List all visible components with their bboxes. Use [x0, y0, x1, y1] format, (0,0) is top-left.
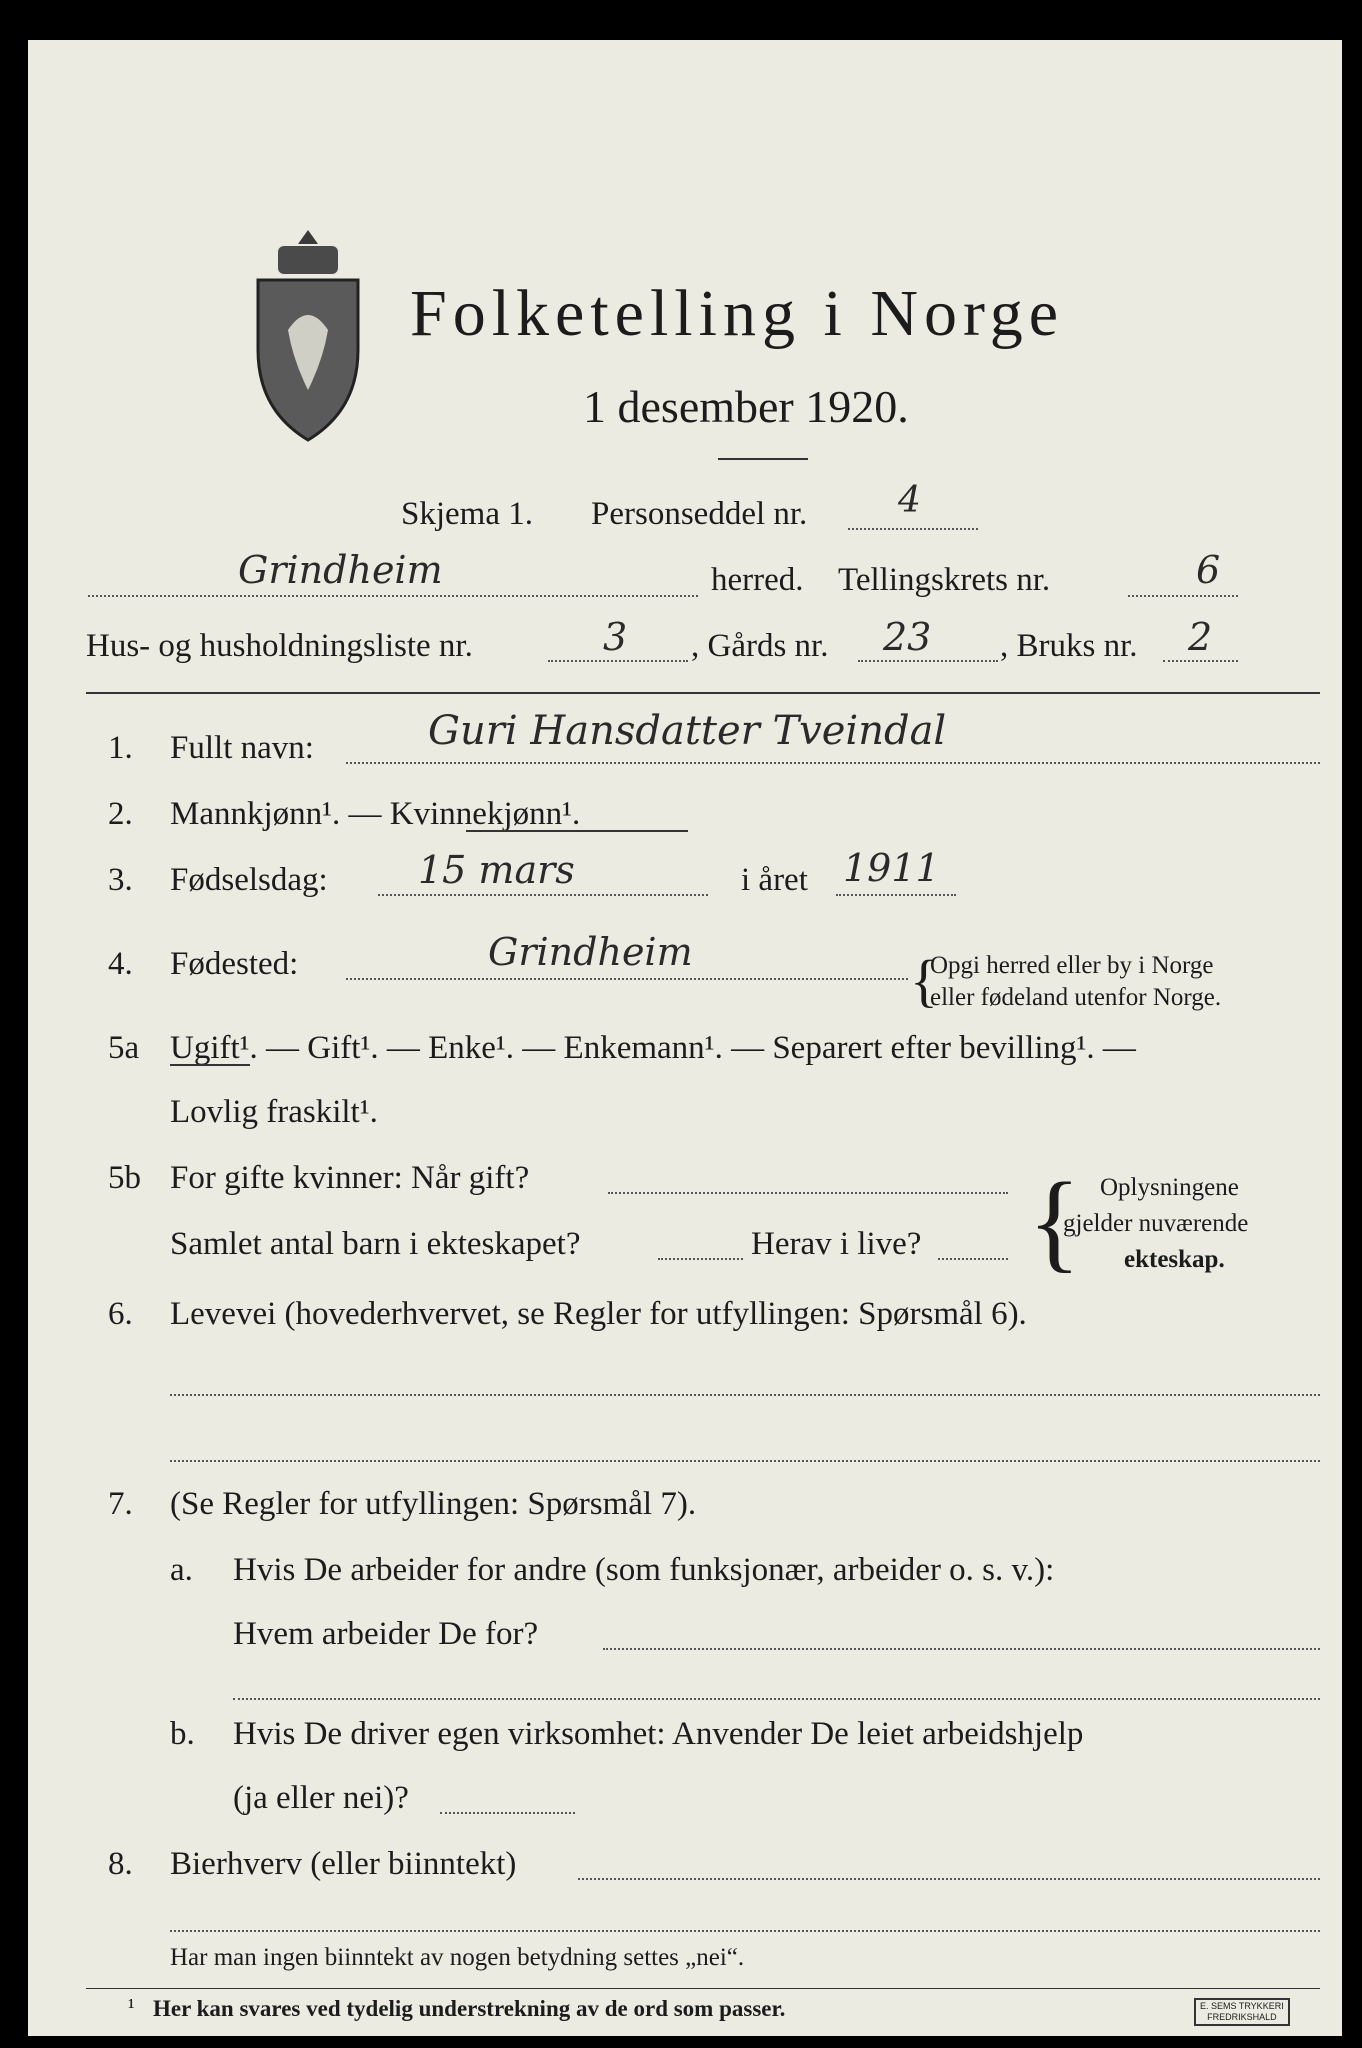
employer-field-line-2 [233, 1698, 1320, 1700]
q5a-number: 5a [108, 1030, 140, 1066]
side-income-field-line [578, 1878, 1320, 1880]
herred-value[interactable]: Grindheim [238, 548, 443, 592]
side-income-note: Har man ingen biinntekt av nogen betydning settes „nei“. [170, 1944, 745, 1971]
year-label: i året [741, 862, 808, 898]
marriage-note-line3: ekteskap. [1124, 1246, 1225, 1273]
birthplace-brace: { [910, 948, 938, 1013]
q3-label: Fødselsdag: [170, 862, 328, 898]
herred-label: herred. [711, 562, 804, 598]
q1-number: 1. [108, 730, 133, 766]
footnote-text: Her kan svares ved tydelig understrekning av de ord som passer. [153, 1996, 786, 2021]
personseddel-value[interactable]: 4 [898, 480, 921, 521]
q4-number: 4. [108, 946, 133, 982]
tellingskrets-label: Tellingskrets nr. [838, 562, 1051, 598]
census-form [28, 40, 1342, 2036]
bruks-label: , Bruks nr. [1000, 628, 1138, 664]
alive-field-line [938, 1258, 1008, 1260]
herred-field-line [88, 595, 698, 597]
printer-stamp [1194, 1998, 1290, 2026]
footer-divider [86, 1988, 1320, 1989]
q7b-line2: (ja eller nei)? [233, 1780, 409, 1816]
bruks-field-line [1163, 660, 1238, 662]
marital-status-options-line2[interactable]: Lovlig fraskilt¹. [170, 1094, 378, 1130]
header-divider [86, 692, 1320, 694]
year-field-line [836, 894, 956, 896]
birthday-value[interactable]: 15 mars [418, 848, 575, 892]
marriage-note-line1: Oplysningene [1100, 1174, 1239, 1201]
occupation-field-line-1 [170, 1394, 1320, 1396]
occupation-field-line-2 [170, 1460, 1320, 1462]
q7-number: 7. [108, 1486, 133, 1522]
form-date: 1 desember 1920. [583, 381, 909, 432]
gards-label: , Gårds nr. [691, 628, 829, 664]
tellingskrets-field-line [1128, 595, 1238, 597]
hus-label: Hus- og husholdningsliste nr. [86, 628, 473, 664]
form-title: Folketelling i Norge [410, 277, 1065, 350]
q1-field-line [346, 762, 1320, 764]
birthplace-note-line2: eller fødeland utenfor Norge. [930, 984, 1222, 1011]
marriage-note-line2: gjelder nuværende [1063, 1210, 1249, 1237]
q7-label: (Se Regler for utfyllingen: Spørsmål 7). [170, 1486, 697, 1522]
birth-year-value[interactable]: 1911 [843, 846, 940, 890]
q5b-line2b: Herav i live? [751, 1226, 922, 1262]
married-date-field-line [608, 1192, 1008, 1194]
full-name-value[interactable]: Guri Hansdatter Tveindal [428, 708, 947, 754]
q5b-number: 5b [108, 1160, 141, 1196]
side-income-field-line-2 [170, 1930, 1320, 1932]
q7a-line2: Hvem arbeider De for? [233, 1616, 539, 1652]
title-divider [718, 458, 808, 460]
gards-field-line [858, 660, 998, 662]
birthplace-note-line1: Opgi herred eller by i Norge [930, 952, 1214, 979]
q1-label: Fullt navn: [170, 730, 314, 766]
bruks-value[interactable]: 2 [1188, 615, 1213, 659]
q6-number: 6. [108, 1296, 133, 1332]
q3-number: 3. [108, 862, 133, 898]
q8-number: 8. [108, 1846, 133, 1882]
personseddel-field-line [848, 528, 978, 530]
q5b-line1: For gifte kvinner: Når gift? [170, 1160, 530, 1196]
q6-label: Levevei (hovederhvervet, se Regler for utfyllingen: Spørsmål 6). [170, 1296, 1027, 1332]
q7a-number: a. [170, 1552, 193, 1588]
marital-status-options[interactable]: Ugift¹. — Gift¹. — Enke¹. — Enkemann¹. — Separert efter bevilling¹. — [170, 1030, 1136, 1066]
footnote-marker: ¹ [128, 1994, 135, 2019]
coat-of-arms-icon [248, 220, 368, 460]
q7b-number: b. [170, 1716, 195, 1752]
gender-underline [466, 830, 688, 832]
hired-help-field-line [440, 1812, 575, 1814]
q5b-line2a: Samlet antal barn i ekteskapet? [170, 1226, 581, 1262]
printer-stamp-line1: E. SEMS TRYKKERI [1200, 2001, 1284, 2011]
q4-label: Fødested: [170, 946, 299, 982]
hus-value[interactable]: 3 [603, 615, 628, 659]
q8-label: Bierhverv (eller biinntekt) [170, 1846, 517, 1882]
q7b-line1: Hvis De driver egen virksomhet: Anvender De leiet arbeidshjelp [233, 1716, 1084, 1752]
q2-number: 2. [108, 796, 133, 832]
tellingskrets-value[interactable]: 6 [1196, 548, 1221, 592]
birthplace-value[interactable]: Grindheim [488, 930, 693, 974]
gards-value[interactable]: 23 [883, 615, 932, 659]
children-field-line [658, 1258, 743, 1260]
skjema-label: Skjema 1. [401, 496, 533, 532]
printer-stamp-line2: FREDRIKSHALD [1207, 2012, 1277, 2022]
hus-field-line [548, 660, 688, 662]
q7a-line1: Hvis De arbeider for andre (som funksjonær, arbeider o. s. v.): [233, 1552, 1055, 1588]
employer-field-line [603, 1648, 1320, 1650]
marriage-note-brace: { [1028, 1160, 1081, 1282]
birthday-field-line [378, 894, 708, 896]
birthplace-field-line [346, 978, 908, 980]
marital-underline [170, 1064, 250, 1066]
personseddel-label: Personseddel nr. [591, 496, 808, 532]
gender-options[interactable]: Mannkjønn¹. — Kvinnekjønn¹. [170, 796, 581, 832]
